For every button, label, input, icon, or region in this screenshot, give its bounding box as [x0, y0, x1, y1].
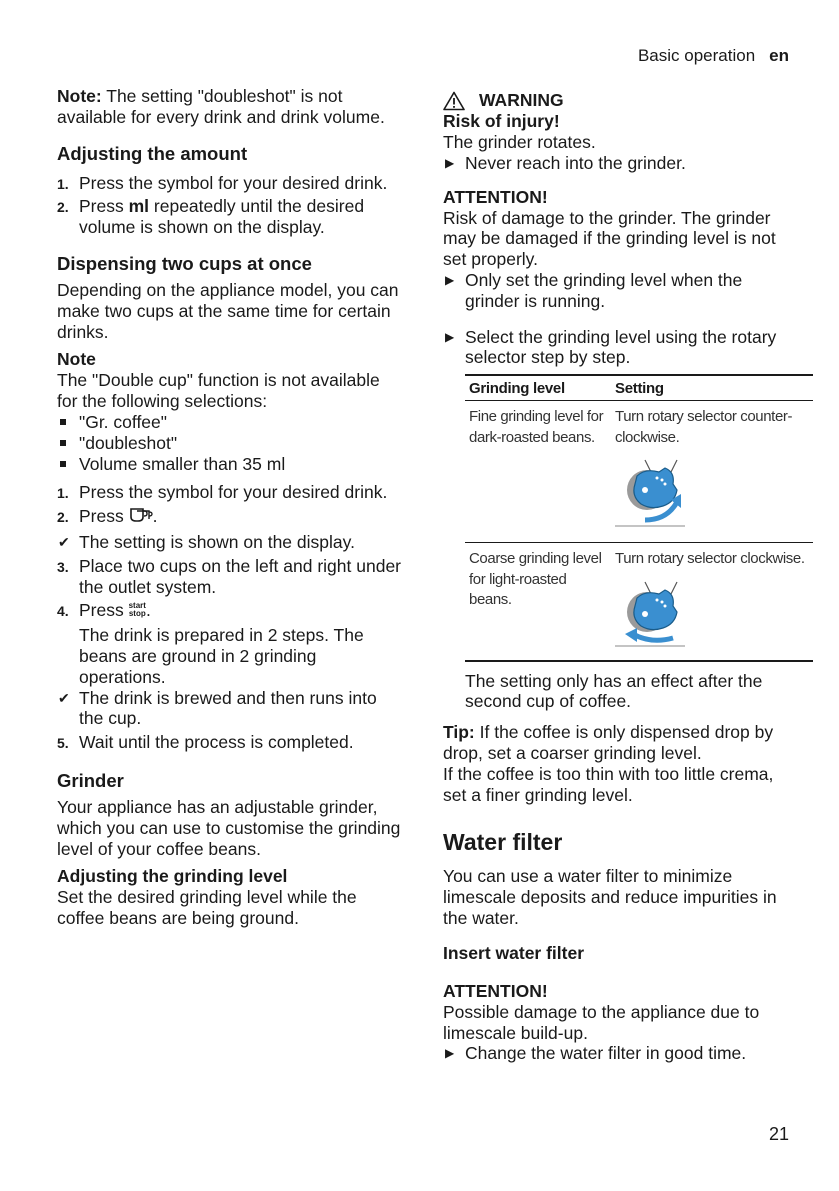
list-item: ✔ The setting is shown on the display.: [58, 531, 355, 552]
heading-insert-water-filter: Insert water filter: [443, 942, 585, 963]
attention-action-2: ▶ Change the water filter in good time.: [445, 1043, 747, 1064]
tip-2: If the coffee is too thin with too little crema, set a finer grinding level.: [443, 763, 774, 805]
list-item: 1. Press the symbol for your desired drink.: [57, 482, 388, 503]
attention-text: Risk of damage to the grinder. The grinder may be damaged if the grinding level is not set properly.: [443, 207, 776, 270]
start-stop-icon: start stop: [128, 601, 146, 619]
warning-action: ▶ Never reach into the grinder.: [445, 152, 686, 173]
rotary-selector-cw-icon: [615, 576, 695, 652]
attention-title: ATTENTION!: [443, 186, 548, 207]
attention-title-2: ATTENTION!: [443, 980, 548, 1001]
table-header-setting: Setting: [611, 375, 813, 401]
list-item: 2. Press .: [57, 506, 402, 529]
attention-text-2: Possible damage to the appliance due to limescale build-up.: [443, 1001, 760, 1043]
after-note: The setting only has an effect after the second cup of coffee.: [465, 670, 763, 712]
page-number: 21: [768, 1124, 789, 1144]
warning-subtitle: Risk of injury!: [443, 111, 560, 131]
page-header: [638, 46, 789, 66]
list-item: 2. Press ml repeatedly until the desired volume is shown on the display.: [57, 196, 365, 238]
attention-action: ▶ Only set the grinding level when the grinder is running.: [445, 269, 743, 311]
select-step: ▶ Select the grinding level using the rotary selector step by step.: [445, 326, 777, 368]
grinding-text: Set the desired grinding level while the coffee beans are being ground.: [57, 887, 357, 929]
table-row: Coarse grinding level for light-roasted beans. Turn rotary selector clockwise.: [465, 543, 813, 661]
step4-detail: The drink is prepared in 2 steps. The beans are ground in 2 grinding operations.: [79, 625, 364, 687]
note-heading: Note: [57, 349, 96, 370]
list-item: 1. Press the symbol for your desired drink.: [57, 172, 388, 193]
exclusion-list: [57, 412, 402, 474]
heading-water-filter: Water filter: [443, 829, 563, 856]
list-item: "Gr. coffee": [57, 412, 402, 433]
heading-adjusting-grinding: Adjusting the grinding level: [57, 866, 288, 887]
double-cup-icon: [129, 506, 153, 529]
warning-triangle-icon: [443, 91, 465, 111]
warning-title: WARNING: [443, 90, 793, 111]
list-item: Volume smaller than 35 ml: [57, 454, 402, 475]
left-column: [57, 86, 402, 929]
water-filter-text: You can use a water filter to minimize limescale deposits and reduce impurities in the water.: [443, 866, 777, 929]
heading-adjusting-amount: Adjusting the amount: [57, 142, 248, 164]
table-row: Fine grinding level for dark-roasted beans. Turn rotary selector counter-clockwise.: [465, 401, 813, 543]
heading-two-cups: Dispensing two cups at once: [57, 252, 312, 274]
grinder-text: Your appliance has an adjustable grinder, which you can use to customise the grinding level of your coffee beans.: [57, 796, 401, 859]
list-item: 5. Wait until the process is completed.: [57, 732, 354, 753]
language-code: en: [769, 46, 789, 65]
list-item: ✔ The drink is brewed and then runs into the cup.: [58, 687, 377, 729]
list-item: 4. Press start stop .: [57, 600, 151, 621]
heading-grinder: Grinder: [57, 769, 124, 791]
grinding-table: [465, 374, 813, 662]
amount-steps: [57, 173, 402, 238]
note-text: The "Double cup" function is not available for the following selections:: [57, 370, 380, 412]
right-column: [443, 90, 805, 1064]
list-item: "doubleshot": [57, 433, 402, 454]
list-item: 3. Place two cups on the left and right under the outlet system.: [57, 555, 402, 597]
tip: Tip: If the coffee is only dispensed drop by drop, set a coarser grinding level.: [443, 722, 774, 764]
two-cups-intro: Depending on the appliance model, you can make two cups at the same time for certain drinks.: [57, 279, 399, 342]
section-title: Basic operation: [637, 46, 756, 65]
table-header-level: Grinding level: [465, 375, 611, 401]
note-doubleshot: Note: The setting "doubleshot" is not available for every drink and drink volume.: [57, 86, 385, 127]
ml-icon: ml: [128, 196, 150, 217]
two-cups-steps: [57, 482, 402, 753]
rotary-selector-ccw-icon: [615, 454, 695, 534]
warning-text: The grinder rotates.: [443, 132, 596, 152]
